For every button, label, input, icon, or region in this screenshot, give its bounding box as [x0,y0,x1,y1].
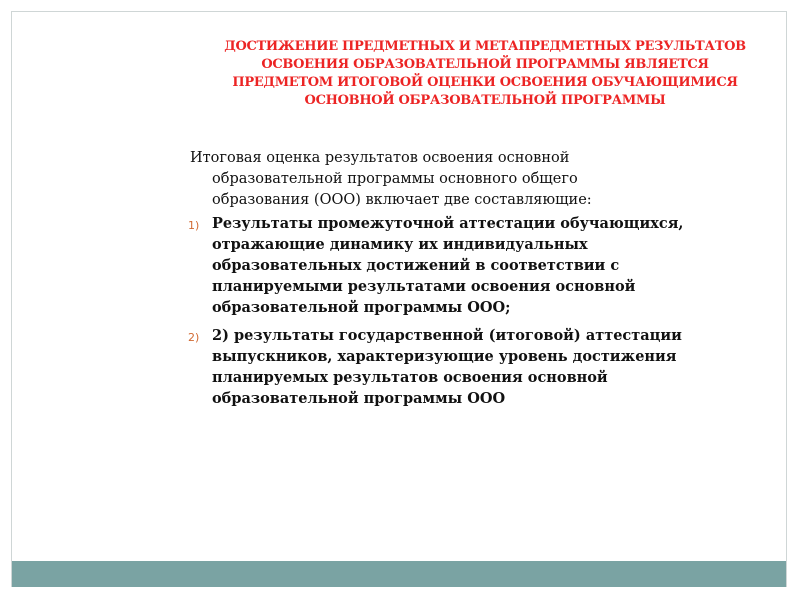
list-item-line: выпускников, характеризующие уровень достижения [212,348,677,365]
list-item-line: образовательных достижений в соответствии с [212,257,620,274]
intro-paragraph [190,148,790,211]
list-item [190,213,790,318]
slide-title-line: ОСВОЕНИЯ ОБРАЗОВАТЕЛЬНОЙ ПРОГРАММЫ ЯВЛЯЕТСЯ [261,57,709,72]
list-item [190,325,790,409]
list-item-line: планируемых результатов освоения основной [212,369,608,386]
list-item-line: Результаты промежуточной аттестации обучающихся, [212,215,684,232]
slide-footer-bar [12,561,786,587]
slide-title [180,38,790,110]
intro-line: образовательной программы основного общего [212,171,578,187]
points-list [190,213,790,409]
list-item-line: планируемыми результатами освоения основной [212,278,636,295]
list-item-line: отражающие динамику их индивидуальных [212,236,588,253]
intro-line: Итоговая оценка результатов освоения основной [190,150,570,166]
slide-body [190,148,790,416]
slide-title-line: ДОСТИЖЕНИЕ ПРЕДМЕТНЫХ И МЕТАПРЕДМЕТНЫХ РЕЗУЛЬТАТОВ [224,39,746,54]
slide-title-line: ОСНОВНОЙ ОБРАЗОВАТЕЛЬНОЙ ПРОГРАММЫ [304,93,666,108]
slide-title-line: ПРЕДМЕТОМ ИТОГОВОЙ ОЦЕНКИ ОСВОЕНИЯ ОБУЧАЮЩИМИСЯ [232,75,738,90]
intro-line: образования (ООО) включает две составляющие: [212,192,592,208]
list-item-line: образовательной программы ООО [212,390,506,407]
list-marker: 1) [188,219,200,232]
list-item-line: 2) результаты государственной (итоговой) аттестации [212,327,682,344]
list-marker: 2) [188,331,200,344]
list-item-line: образовательной программы ООО; [212,299,511,316]
